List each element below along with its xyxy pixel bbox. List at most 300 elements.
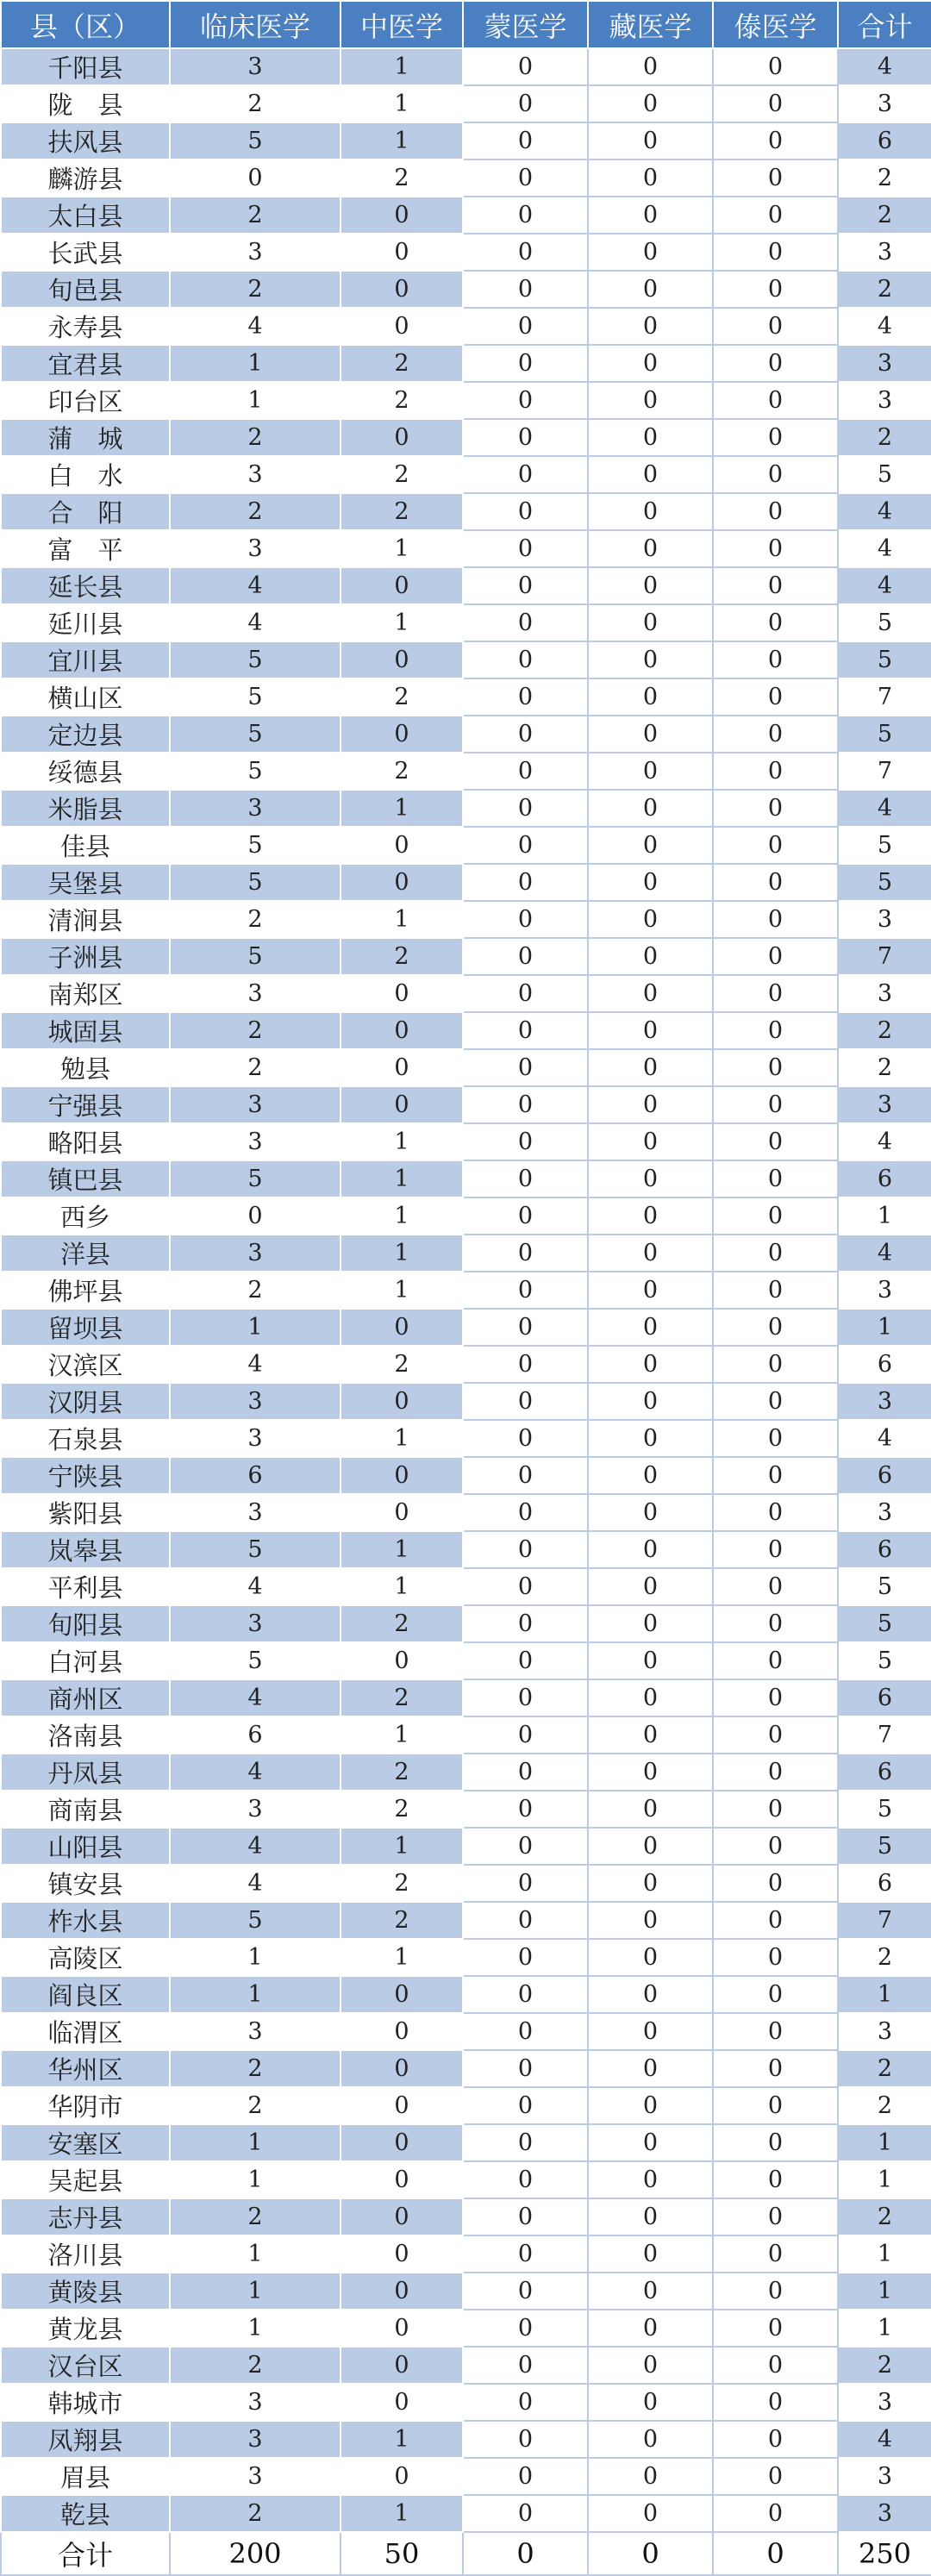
county-cell: 城固县	[1, 1012, 170, 1049]
tcm-cell: 1	[341, 1939, 463, 1976]
clinical-medicine-cell: 1	[170, 345, 341, 382]
total-cell: 3	[838, 1086, 931, 1123]
mongolian-medicine-cell: 0	[463, 1865, 588, 1902]
dai-medicine-cell: 0	[713, 1568, 838, 1605]
dai-medicine-cell: 0	[713, 790, 838, 827]
county-cell: 横山区	[1, 678, 170, 716]
mongolian-medicine-cell: 0	[463, 1012, 588, 1049]
mongolian-medicine-cell: 0	[463, 567, 588, 604]
dai-medicine-cell: 0	[713, 456, 838, 493]
tibetan-medicine-cell: 0	[588, 1197, 713, 1235]
table-row	[1, 1457, 931, 1494]
total-cell: 6	[838, 1531, 931, 1568]
dai-medicine-cell: 0	[713, 827, 838, 864]
clinical-medicine-cell: 5	[170, 1160, 341, 1197]
total-cell: 6	[838, 122, 931, 159]
county-cell: 长武县	[1, 234, 170, 271]
tibetan-medicine-cell: 0	[588, 1123, 713, 1160]
table-row	[1, 567, 931, 604]
mongolian-medicine-cell: 0	[463, 271, 588, 308]
mongolian-medicine-cell: 0	[463, 1531, 588, 1568]
table-row	[1, 2347, 931, 2384]
tibetan-medicine-cell: 0	[588, 2421, 713, 2458]
table-row	[1, 1679, 931, 1716]
total-tcm: 50	[341, 2532, 463, 2575]
tibetan-medicine-cell: 0	[588, 1828, 713, 1865]
table-row	[1, 1420, 931, 1457]
clinical-medicine-cell: 5	[170, 827, 341, 864]
total-cell: 5	[838, 1642, 931, 1679]
dai-medicine-cell: 0	[713, 1754, 838, 1791]
mongolian-medicine-cell: 0	[463, 48, 588, 85]
tcm-cell: 0	[341, 2273, 463, 2310]
county-cell: 乾县	[1, 2495, 170, 2532]
tcm-cell: 1	[341, 85, 463, 122]
clinical-medicine-cell: 1	[170, 2161, 341, 2198]
total-cell: 5	[838, 641, 931, 678]
tibetan-medicine-cell: 0	[588, 85, 713, 122]
clinical-medicine-cell: 3	[170, 530, 341, 567]
tcm-cell: 1	[341, 604, 463, 641]
mongolian-medicine-cell: 0	[463, 122, 588, 159]
total-cell: 4	[838, 790, 931, 827]
table-row	[1, 1309, 931, 1346]
county-cell: 留坝县	[1, 1309, 170, 1346]
tibetan-medicine-cell: 0	[588, 271, 713, 308]
county-cell: 黄龙县	[1, 2310, 170, 2347]
clinical-medicine-cell: 1	[170, 2273, 341, 2310]
clinical-medicine-cell: 4	[170, 1865, 341, 1902]
clinical-medicine-cell: 5	[170, 1642, 341, 1679]
dai-medicine-cell: 0	[713, 2124, 838, 2161]
total-cell: 4	[838, 308, 931, 345]
dai-medicine-cell: 0	[713, 1902, 838, 1939]
tibetan-medicine-cell: 0	[588, 827, 713, 864]
table-row	[1, 1012, 931, 1049]
county-cell: 吴起县	[1, 2161, 170, 2198]
total-cell: 2	[838, 1939, 931, 1976]
mongolian-medicine-cell: 0	[463, 864, 588, 901]
tcm-cell: 1	[341, 790, 463, 827]
county-cell: 旬阳县	[1, 1605, 170, 1642]
tibetan-medicine-cell: 0	[588, 641, 713, 678]
clinical-medicine-cell: 2	[170, 2050, 341, 2087]
header-row	[1, 1, 931, 48]
tibetan-medicine-cell: 0	[588, 1754, 713, 1791]
tcm-cell: 0	[341, 2050, 463, 2087]
dai-medicine-cell: 0	[713, 1457, 838, 1494]
table-row	[1, 901, 931, 938]
dai-medicine-cell: 0	[713, 1123, 838, 1160]
mongolian-medicine-cell: 0	[463, 2161, 588, 2198]
mongolian-medicine-cell: 0	[463, 2050, 588, 2087]
dai-medicine-cell: 0	[713, 975, 838, 1012]
clinical-medicine-cell: 3	[170, 1086, 341, 1123]
total-tibetan-medicine: 0	[588, 2532, 713, 2575]
clinical-medicine-cell: 2	[170, 197, 341, 234]
clinical-medicine-cell: 4	[170, 567, 341, 604]
total-cell: 6	[838, 1754, 931, 1791]
mongolian-medicine-cell: 0	[463, 1160, 588, 1197]
table-row	[1, 1123, 931, 1160]
total-cell: 3	[838, 1272, 931, 1309]
dai-medicine-cell: 0	[713, 567, 838, 604]
total-cell: 5	[838, 827, 931, 864]
table-row	[1, 1346, 931, 1383]
tibetan-medicine-cell: 0	[588, 1791, 713, 1828]
county-cell: 黄陵县	[1, 2273, 170, 2310]
tibetan-medicine-cell: 0	[588, 122, 713, 159]
tcm-cell: 1	[341, 1272, 463, 1309]
mongolian-medicine-cell: 0	[463, 1716, 588, 1754]
tcm-cell: 0	[341, 1086, 463, 1123]
table-row	[1, 1754, 931, 1791]
table-row	[1, 419, 931, 456]
county-cell: 安塞区	[1, 2124, 170, 2161]
clinical-medicine-cell: 2	[170, 419, 341, 456]
tcm-cell: 2	[341, 345, 463, 382]
mongolian-medicine-cell: 0	[463, 345, 588, 382]
tibetan-medicine-cell: 0	[588, 1235, 713, 1272]
clinical-medicine-cell: 3	[170, 2458, 341, 2495]
county-cell: 定边县	[1, 716, 170, 753]
county-cell: 宜川县	[1, 641, 170, 678]
county-cell: 千阳县	[1, 48, 170, 85]
county-cell: 永寿县	[1, 308, 170, 345]
clinical-medicine-cell: 3	[170, 1420, 341, 1457]
table-row	[1, 382, 931, 419]
tibetan-medicine-cell: 0	[588, 975, 713, 1012]
clinical-medicine-cell: 5	[170, 753, 341, 790]
mongolian-medicine-cell: 0	[463, 1976, 588, 2013]
tibetan-medicine-cell: 0	[588, 2347, 713, 2384]
county-cell: 麟游县	[1, 159, 170, 197]
mongolian-medicine-cell: 0	[463, 1383, 588, 1420]
total-cell: 2	[838, 197, 931, 234]
tibetan-medicine-cell: 0	[588, 1457, 713, 1494]
clinical-medicine-cell: 5	[170, 678, 341, 716]
mongolian-medicine-cell: 0	[463, 456, 588, 493]
tibetan-medicine-cell: 0	[588, 1494, 713, 1531]
table-header	[1, 1, 931, 48]
dai-medicine-cell: 0	[713, 2235, 838, 2273]
table-row	[1, 753, 931, 790]
table-row	[1, 1902, 931, 1939]
county-cell: 洛川县	[1, 2235, 170, 2273]
table-row	[1, 2124, 931, 2161]
total-cell: 4	[838, 530, 931, 567]
county-cell: 山阳县	[1, 1828, 170, 1865]
dai-medicine-cell: 0	[713, 2384, 838, 2421]
total-cell: 4	[838, 1123, 931, 1160]
tcm-cell: 1	[341, 1123, 463, 1160]
mongolian-medicine-cell: 0	[463, 2384, 588, 2421]
total-cell: 6	[838, 1679, 931, 1716]
dai-medicine-cell: 0	[713, 1865, 838, 1902]
tcm-cell: 2	[341, 456, 463, 493]
dai-medicine-cell: 0	[713, 1272, 838, 1309]
tcm-cell: 1	[341, 1160, 463, 1197]
mongolian-medicine-cell: 0	[463, 2235, 588, 2273]
clinical-medicine-cell: 4	[170, 1754, 341, 1791]
tcm-cell: 0	[341, 716, 463, 753]
tcm-cell: 2	[341, 1605, 463, 1642]
total-cell: 3	[838, 1494, 931, 1531]
tibetan-medicine-cell: 0	[588, 567, 713, 604]
header-tcm: 中医学	[341, 1, 463, 48]
tcm-cell: 0	[341, 1976, 463, 2013]
table-row	[1, 678, 931, 716]
mongolian-medicine-cell: 0	[463, 2087, 588, 2124]
tcm-cell: 0	[341, 2013, 463, 2050]
clinical-medicine-cell: 2	[170, 1049, 341, 1086]
tcm-cell: 2	[341, 938, 463, 975]
dai-medicine-cell: 0	[713, 2458, 838, 2495]
mongolian-medicine-cell: 0	[463, 1642, 588, 1679]
total-cell: 3	[838, 901, 931, 938]
header-total: 合计	[838, 1, 931, 48]
tibetan-medicine-cell: 0	[588, 2458, 713, 2495]
clinical-medicine-cell: 4	[170, 1828, 341, 1865]
clinical-medicine-cell: 3	[170, 1605, 341, 1642]
tcm-cell: 2	[341, 1865, 463, 1902]
tcm-cell: 2	[341, 1346, 463, 1383]
tibetan-medicine-cell: 0	[588, 678, 713, 716]
total-clinical-medicine: 200	[170, 2532, 341, 2575]
dai-medicine-cell: 0	[713, 1012, 838, 1049]
tcm-cell: 2	[341, 493, 463, 530]
tibetan-medicine-cell: 0	[588, 1716, 713, 1754]
table-row	[1, 1865, 931, 1902]
table-row	[1, 2087, 931, 2124]
tcm-cell: 0	[341, 975, 463, 1012]
total-cell: 3	[838, 2013, 931, 2050]
mongolian-medicine-cell: 0	[463, 1086, 588, 1123]
table-row	[1, 85, 931, 122]
tcm-cell: 0	[341, 2235, 463, 2273]
mongolian-medicine-cell: 0	[463, 827, 588, 864]
total-sum: 250	[838, 2532, 931, 2575]
clinical-medicine-cell: 2	[170, 2198, 341, 2235]
mongolian-medicine-cell: 0	[463, 159, 588, 197]
dai-medicine-cell: 0	[713, 2013, 838, 2050]
dai-medicine-cell: 0	[713, 1197, 838, 1235]
tcm-cell: 1	[341, 1568, 463, 1605]
tibetan-medicine-cell: 0	[588, 197, 713, 234]
mongolian-medicine-cell: 0	[463, 1346, 588, 1383]
clinical-medicine-cell: 3	[170, 2384, 341, 2421]
clinical-medicine-cell: 3	[170, 2013, 341, 2050]
county-cell: 宁陕县	[1, 1457, 170, 1494]
total-cell: 7	[838, 678, 931, 716]
total-cell: 2	[838, 2050, 931, 2087]
table-row	[1, 2310, 931, 2347]
tibetan-medicine-cell: 0	[588, 2050, 713, 2087]
tibetan-medicine-cell: 0	[588, 716, 713, 753]
tibetan-medicine-cell: 0	[588, 864, 713, 901]
tibetan-medicine-cell: 0	[588, 1160, 713, 1197]
header-dai-medicine: 傣医学	[713, 1, 838, 48]
table-row	[1, 1642, 931, 1679]
clinical-medicine-cell: 2	[170, 2347, 341, 2384]
county-cell: 眉县	[1, 2458, 170, 2495]
tibetan-medicine-cell: 0	[588, 1902, 713, 1939]
dai-medicine-cell: 0	[713, 1235, 838, 1272]
county-cell: 华阴市	[1, 2087, 170, 2124]
dai-medicine-cell: 0	[713, 493, 838, 530]
dai-medicine-cell: 0	[713, 1049, 838, 1086]
mongolian-medicine-cell: 0	[463, 2347, 588, 2384]
dai-medicine-cell: 0	[713, 2273, 838, 2310]
tibetan-medicine-cell: 0	[588, 2495, 713, 2532]
county-cell: 阎良区	[1, 1976, 170, 2013]
mongolian-medicine-cell: 0	[463, 975, 588, 1012]
clinical-medicine-cell: 3	[170, 1235, 341, 1272]
tibetan-medicine-cell: 0	[588, 790, 713, 827]
clinical-medicine-cell: 6	[170, 1457, 341, 1494]
county-cell: 石泉县	[1, 1420, 170, 1457]
total-cell: 3	[838, 345, 931, 382]
county-cell: 清涧县	[1, 901, 170, 938]
table-row	[1, 1383, 931, 1420]
dai-medicine-cell: 0	[713, 1716, 838, 1754]
dai-medicine-cell: 0	[713, 1679, 838, 1716]
county-cell: 印台区	[1, 382, 170, 419]
mongolian-medicine-cell: 0	[463, 1420, 588, 1457]
county-cell: 汉滨区	[1, 1346, 170, 1383]
county-cell: 商南县	[1, 1791, 170, 1828]
dai-medicine-cell: 0	[713, 678, 838, 716]
table-row	[1, 456, 931, 493]
tibetan-medicine-cell: 0	[588, 1420, 713, 1457]
table-row	[1, 1791, 931, 1828]
tcm-cell: 1	[341, 1197, 463, 1235]
dai-medicine-cell: 0	[713, 1346, 838, 1383]
total-cell: 5	[838, 1568, 931, 1605]
county-cell: 合 阳	[1, 493, 170, 530]
county-cell: 商州区	[1, 1679, 170, 1716]
table-row	[1, 938, 931, 975]
clinical-medicine-cell: 2	[170, 85, 341, 122]
tibetan-medicine-cell: 0	[588, 1346, 713, 1383]
total-cell: 1	[838, 2161, 931, 2198]
tcm-cell: 0	[341, 2384, 463, 2421]
clinical-medicine-cell: 5	[170, 938, 341, 975]
tibetan-medicine-cell: 0	[588, 938, 713, 975]
clinical-medicine-cell: 1	[170, 2235, 341, 2273]
county-cell: 紫阳县	[1, 1494, 170, 1531]
table-row	[1, 1828, 931, 1865]
clinical-medicine-cell: 4	[170, 1679, 341, 1716]
dai-medicine-cell: 0	[713, 1642, 838, 1679]
dai-medicine-cell: 0	[713, 159, 838, 197]
total-cell: 7	[838, 753, 931, 790]
mongolian-medicine-cell: 0	[463, 716, 588, 753]
total-cell: 4	[838, 1235, 931, 1272]
tibetan-medicine-cell: 0	[588, 1383, 713, 1420]
mongolian-medicine-cell: 0	[463, 1235, 588, 1272]
table-row	[1, 1939, 931, 1976]
tibetan-medicine-cell: 0	[588, 530, 713, 567]
table-row	[1, 345, 931, 382]
tibetan-medicine-cell: 0	[588, 2235, 713, 2273]
clinical-medicine-cell: 2	[170, 901, 341, 938]
table-row	[1, 1235, 931, 1272]
clinical-medicine-cell: 1	[170, 1939, 341, 1976]
mongolian-medicine-cell: 0	[463, 493, 588, 530]
tibetan-medicine-cell: 0	[588, 48, 713, 85]
tcm-cell: 1	[341, 901, 463, 938]
tcm-cell: 0	[341, 2161, 463, 2198]
tcm-cell: 1	[341, 1716, 463, 1754]
table-row	[1, 308, 931, 345]
total-cell: 1	[838, 2124, 931, 2161]
clinical-medicine-cell: 2	[170, 1272, 341, 1309]
total-cell: 2	[838, 271, 931, 308]
header-county: 县（区）	[1, 1, 170, 48]
county-cell: 佛坪县	[1, 1272, 170, 1309]
clinical-medicine-cell: 0	[170, 1197, 341, 1235]
tibetan-medicine-cell: 0	[588, 2161, 713, 2198]
tcm-cell: 1	[341, 2421, 463, 2458]
mongolian-medicine-cell: 0	[463, 2013, 588, 2050]
county-cell: 镇巴县	[1, 1160, 170, 1197]
tcm-cell: 1	[341, 530, 463, 567]
dai-medicine-cell: 0	[713, 122, 838, 159]
tcm-cell: 0	[341, 1309, 463, 1346]
clinical-medicine-cell: 1	[170, 1309, 341, 1346]
mongolian-medicine-cell: 0	[463, 382, 588, 419]
dai-medicine-cell: 0	[713, 2347, 838, 2384]
tcm-cell: 1	[341, 1235, 463, 1272]
total-cell: 5	[838, 1828, 931, 1865]
table-body	[1, 48, 931, 2532]
mongolian-medicine-cell: 0	[463, 2273, 588, 2310]
dai-medicine-cell: 0	[713, 1309, 838, 1346]
tcm-cell: 0	[341, 1494, 463, 1531]
table-row	[1, 2421, 931, 2458]
total-cell: 6	[838, 1865, 931, 1902]
tcm-cell: 0	[341, 2198, 463, 2235]
tibetan-medicine-cell: 0	[588, 2124, 713, 2161]
total-cell: 7	[838, 1902, 931, 1939]
dai-medicine-cell: 0	[713, 419, 838, 456]
tcm-cell: 0	[341, 641, 463, 678]
mongolian-medicine-cell: 0	[463, 901, 588, 938]
clinical-medicine-cell: 1	[170, 2124, 341, 2161]
county-cell: 略阳县	[1, 1123, 170, 1160]
table-row	[1, 827, 931, 864]
mongolian-medicine-cell: 0	[463, 1902, 588, 1939]
county-cell: 陇 县	[1, 85, 170, 122]
county-cell: 汉阴县	[1, 1383, 170, 1420]
tcm-cell: 0	[341, 2310, 463, 2347]
table-row	[1, 159, 931, 197]
total-cell: 2	[838, 1049, 931, 1086]
county-cell: 勉县	[1, 1049, 170, 1086]
tibetan-medicine-cell: 0	[588, 159, 713, 197]
mongolian-medicine-cell: 0	[463, 1568, 588, 1605]
clinical-medicine-cell: 3	[170, 2421, 341, 2458]
table-row	[1, 2013, 931, 2050]
tibetan-medicine-cell: 0	[588, 1865, 713, 1902]
total-cell: 3	[838, 2384, 931, 2421]
mongolian-medicine-cell: 0	[463, 1457, 588, 1494]
county-cell: 宁强县	[1, 1086, 170, 1123]
total-cell: 3	[838, 2495, 931, 2532]
tcm-cell: 0	[341, 1383, 463, 1420]
tibetan-medicine-cell: 0	[588, 2198, 713, 2235]
